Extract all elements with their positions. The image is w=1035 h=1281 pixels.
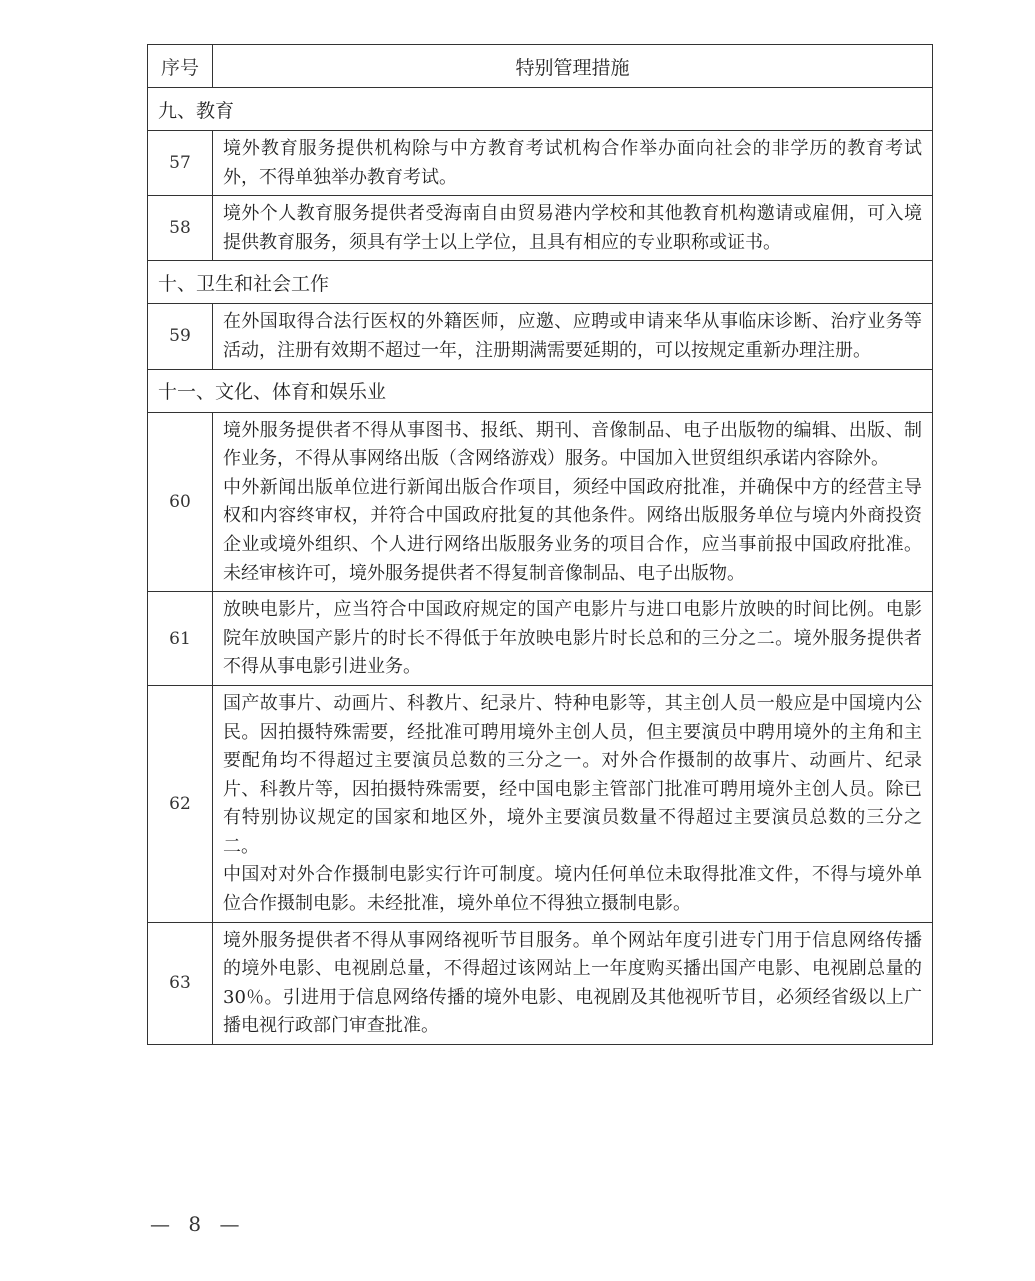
measure-text <box>213 592 933 686</box>
measure-paragraph: 国产故事片、动画片、科教片、纪录片、特种电影等，其主创人员一般应是中国境内公民。因拍摄特殊需要，经批准可聘用境外主创人员，但主要演员中聘用境外的主角和主要配角均不得超过主要演员总数的三分之一。对外合作摄制的故事片、动画片、纪录片、科教片等，因拍摄特殊需要，经中国电影主管部门批准可聘用境外主创人员。除已有特别协议规定的国家和地区外，境外主要演员数量不得超过主要演员总数的三分之二。 <box>223 692 922 857</box>
measure-paragraph: 在外国取得合法行医权的外籍医师，应邀、应聘或申请来华从事临床诊断、治疗业务等活动，注册有效期不超过一年，注册期满需要延期的，可以按规定重新办理注册。 <box>223 311 922 361</box>
measure-paragraph: 放映电影片，应当符合中国政府规定的国产电影片与进口电影片放映的时间比例。电影院年放映国产影片的时长不得低于年放映电影片时长总和的三分之二。境外服务提供者不得从事电影引进业务。 <box>223 599 922 678</box>
table-row <box>148 685 933 922</box>
section-title: 九、教育 <box>148 88 933 131</box>
table-row <box>148 196 933 261</box>
page-number: — 8 — <box>150 1212 246 1236</box>
row-number: 63 <box>148 922 213 1044</box>
measure-text <box>213 304 933 369</box>
row-number: 62 <box>148 685 213 922</box>
measure-paragraph: 境外服务提供者不得从事图书、报纸、期刊、音像制品、电子出版物的编辑、出版、制作业务，不得从事网络出版（含网络游戏）服务。中国加入世贸组织承诺内容除外。 <box>223 419 922 470</box>
section-row <box>148 88 933 131</box>
measure-text <box>213 922 933 1044</box>
row-number: 61 <box>148 592 213 686</box>
special-measures-table <box>147 44 933 1045</box>
row-number: 57 <box>148 131 213 196</box>
table-body <box>148 45 933 1045</box>
header-row <box>148 45 933 88</box>
section-title: 十、卫生和社会工作 <box>148 261 933 304</box>
header-num: 序号 <box>148 45 213 88</box>
row-number: 59 <box>148 304 213 369</box>
measure-text <box>213 685 933 922</box>
measure-paragraph: 境外教育服务提供机构除与中方教育考试机构合作举办面向社会的非学历的教育考试外，不得单独举办教育考试。 <box>223 138 922 188</box>
section-row <box>148 261 933 304</box>
table-row <box>148 592 933 686</box>
table-row <box>148 131 933 196</box>
measure-paragraph: 境外服务提供者不得从事网络视听节目服务。单个网站年度引进专门用于信息网络传播的境外电影、电视剧总量，不得超过该网站上一年度购买播出国产电影、电视剧总量的30％。引进用于信息网络传播的境外电影、电视剧及其他视听节目，必须经省级以上广播电视行政部门审查批准。 <box>223 929 922 1037</box>
row-number: 60 <box>148 412 213 592</box>
table-row <box>148 412 933 592</box>
measures-table-container <box>147 44 933 1045</box>
measure-text <box>213 412 933 592</box>
row-number: 58 <box>148 196 213 261</box>
table-row <box>148 304 933 369</box>
header-measure: 特别管理措施 <box>213 45 933 88</box>
table-row <box>148 922 933 1044</box>
section-title: 十一、文化、体育和娱乐业 <box>148 369 933 412</box>
measure-text <box>213 196 933 261</box>
measure-paragraph: 中国对对外合作摄制电影实行许可制度。境内任何单位未取得批准文件，不得与境外单位合作摄制电影。未经批准，境外单位不得独立摄制电影。 <box>223 864 922 915</box>
measure-text <box>213 131 933 196</box>
measure-paragraph: 境外个人教育服务提供者受海南自由贸易港内学校和其他教育机构邀请或雇佣，可入境提供教育服务，须具有学士以上学位，且具有相应的专业职称或证书。 <box>223 203 922 253</box>
section-row <box>148 369 933 412</box>
measure-paragraph: 中外新闻出版单位进行新闻出版合作项目，须经中国政府批准，并确保中方的经营主导权和内容终审权，并符合中国政府批复的其他条件。网络出版服务单位与境内外商投资企业或境外组织、个人进行网络出版服务业务的项目合作，应当事前报中国政府批准。未经审核许可，境外服务提供者不得复制音像制品、电子出版物。 <box>223 476 922 584</box>
